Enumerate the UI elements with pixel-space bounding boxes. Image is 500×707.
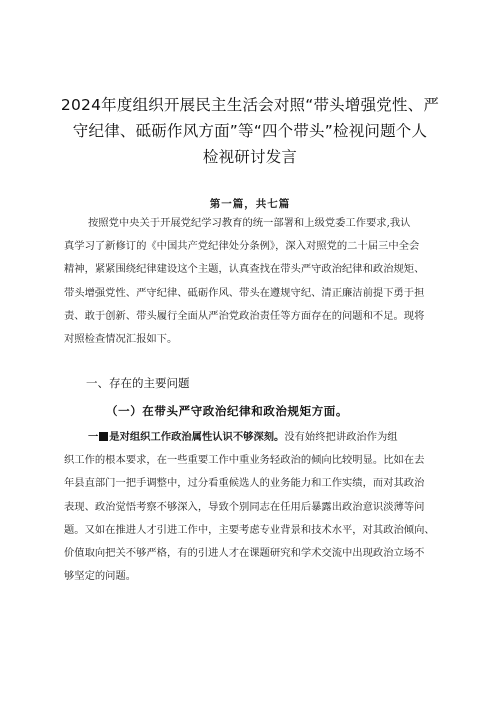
text-line: 真学习了新修订的《中国共产党纪律处分条例》，深入对照党的二十届三中全会 — [64, 240, 420, 253]
text-line: 责、敢于创新、带头履行全面从严治党政治责任等方面存在的问题和不足。现将 — [64, 309, 425, 322]
document-subtitle: 第一篇，共七篇 — [209, 198, 291, 210]
title-line: 2024年度组织开展民主生活会对照“带头增强党性、严 — [60, 96, 440, 114]
point-number: 一 — [88, 431, 99, 443]
point-heading: 是对组织工作政治属性认识不够深刻。 — [109, 431, 285, 443]
text-line: 按照党中央关于开展党纪学习教育的统一部署和上级党委工作要求,我认 — [88, 217, 411, 229]
section-heading: 一、存在的主要问题 — [86, 376, 190, 390]
document-title — [60, 92, 440, 170]
text-line: 题。又如在推进人才引进工作中，主要考虑专业背景和技术水平，对其政治倾向、 — [64, 523, 435, 536]
subsection-heading: （一）在带头严守政治纪律和政治规矩方面。 — [106, 404, 348, 418]
point-text: 没有始终把讲政治作为组 — [284, 431, 398, 443]
text-line: 年县直部门一把手调整中，过分看重候选人的业务能力和工作实绩，而对其政治 — [64, 477, 425, 490]
title-line: 守纪律、砥砺作风方面”等“四个带头”检视问题个人 — [72, 122, 428, 140]
intro-paragraph — [64, 212, 440, 351]
text-line — [64, 426, 440, 449]
text-line: 精神，紧紧围绕纪律建设这个主题，认真查找在带头严守政治纪律和政治规矩、 — [64, 263, 425, 276]
redaction-block-icon — [99, 432, 108, 441]
title-line: 检视研讨发言 — [202, 148, 298, 166]
text-line: 织工作的根本要求，在一些重要工作中重业务轻政治的倾向比较明显。比如在去 — [64, 454, 425, 467]
text-line: 价值取向把关不够严格，有的引进人才在课题研究和学术交流中出现政治立场不 — [64, 547, 425, 560]
text-line: 够坚定的问题。 — [64, 570, 137, 583]
point-paragraph — [64, 426, 440, 588]
text-line: 对照检查情况汇报如下。 — [64, 333, 178, 346]
text-line: 表现、政治觉悟考察不够深入，导致个别同志在任用后暴露出政治意识淡薄等问 — [64, 500, 425, 513]
text-line: 带头增强党性、严守纪律、砥砺作风、带头在遵规守纪、清正廉洁前提下勇于担 — [64, 286, 425, 299]
